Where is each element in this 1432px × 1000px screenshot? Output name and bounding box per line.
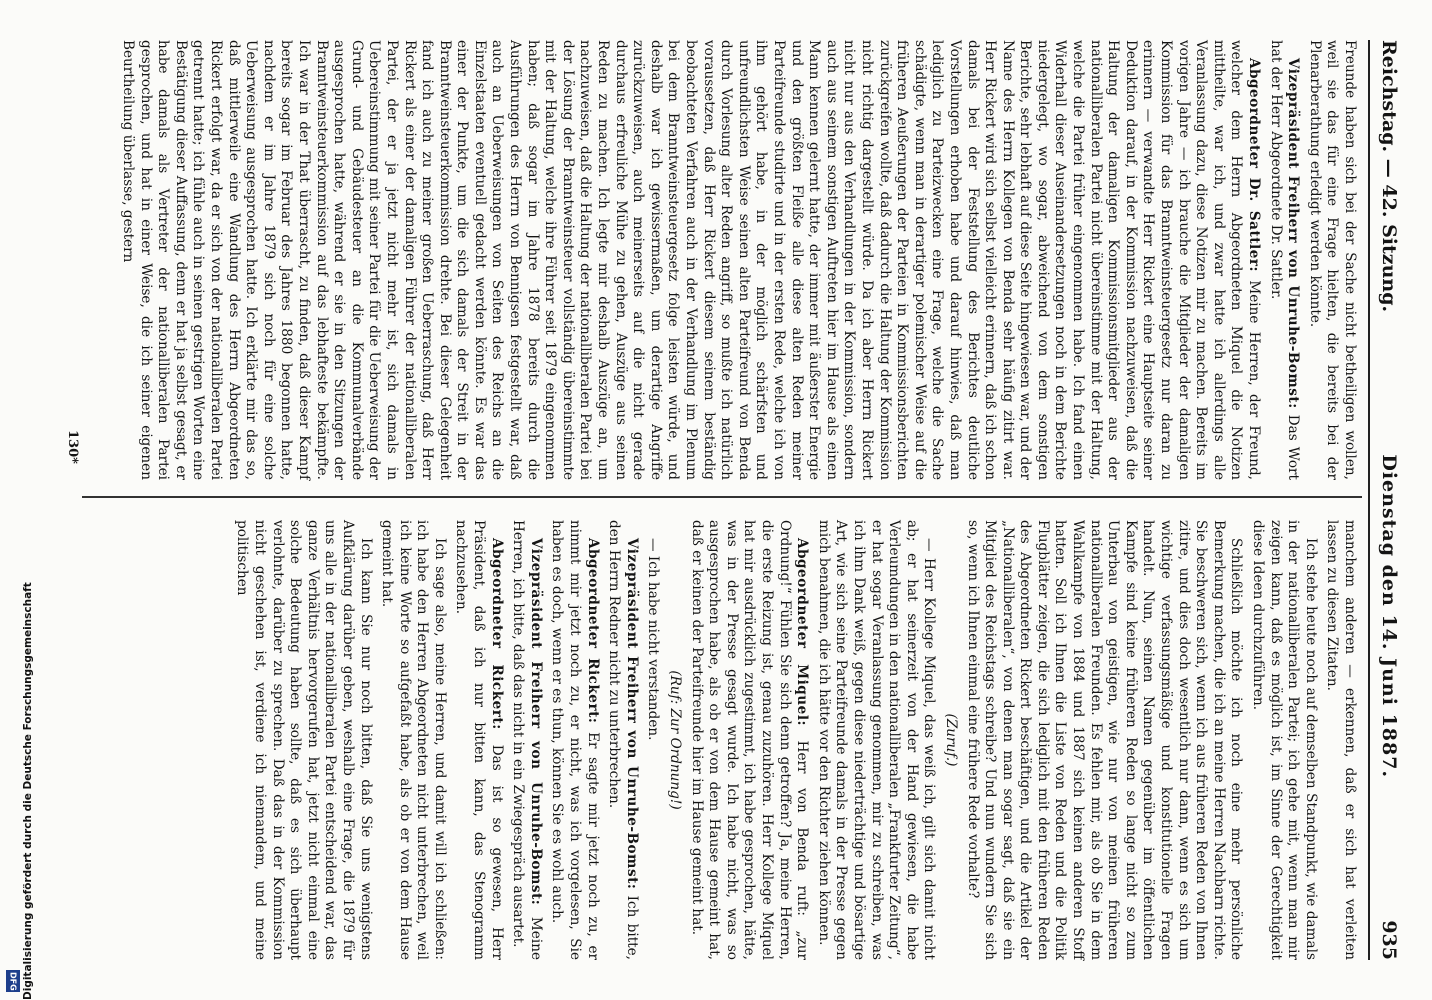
speech-text: Herr von Benda ruft: „zur Ordnung!“ Fühlen Sie sich denn getroffen? Ja, meine Herren, die erste Reizung ist, genau zuzuhören. Herr Kollege Miquel hat mir ausdrücklich zugestimmt, ich habe gesprochen, hätte, was in der Presse gesagt wurde. Ich habe nicht, was so ausgesprochen habe, als ob er von dem Hause gemeint hat, daß er keinen der Parteifreunde hier im Hause gemeint hat. [688, 520, 811, 960]
paragraph [605, 520, 640, 960]
paragraph: Schließlich möchte ich noch eine mehr persönliche Bemerkung machen, die ich an meine Herren Nachbarn richte. Sie beschweren sich, wenn ich aus früheren Reden von Ihnen zitire, und dies doch wesentlich nur dann, wenn es sich um wichtige verfassungsmäßige und konstitutionelle Fragen handelt. Nun, seinen Namen gegenüber im öffentlichen Kampfe sind keine früheren Reden so lange nicht so zum Unterbau von geistigen, wie nur von meinen früheren nationalliberalen Freunden. Es fehlen mir, als ob Sie in dem Wahlkampfe von 1884 und 1887 sich keinen anderen Stoff hatten. Soll ich Ihnen die Liste von Reden und die Politik Flugblätter zeigen, die sich lediglich mit den früheren Reden des Abgeordneten Rickert beschäftigen, und die Artikel der „Nationalliberalen“, von denen man sogar sagt, daß sie ein Mitglied des Reichstags schreibe? Und nun wundern Sie sich so, wenn ich Ihnen einmal eine frühere Rede vorhalte? [964, 520, 1245, 960]
speech-text: Das Wort hat der Herr Abgeordnete Dr. Sattler. [1267, 40, 1302, 480]
speaker-name: Abgeordneter Miquel: [794, 538, 811, 727]
speech-text: Meine Herren, der Freund, welcher dem Herrn Abgeordneten Miquel die Notizen mittheilte, war ich, und zwar hatte ich allerdings alle Veranlassung dazu, diese Notizen mir zu machen. Bereits im vorigen Jahre — ich brauche die Mitglieder der damaligen Kommission für das Branntweinsteuergesetz nur daran zu erinnern — verwandte Herr Rickert eine Hauptseite seiner Deduktion darauf, in der Kommission nachzuweisen, daß die Haltung der damaligen Kommissionsmitglieder aus der nationalliberalen Partei nicht übereinstimme mit der Haltung, welche die Partei früher eingenommen habe. Ich fand einen Widerhall dieser Auseinandersetzungen noch in dem Berichte niedergelegt, wo sogar, abweichend von dem sonstigen Berichte, sehr lebhaft auf diese Seite hingewiesen war, und der Name des Herrn Kollegen von Benda sehr häufig zitirt war. Herr Rickert wird sich selbst vielleicht erinnern, daß ich schon damals bei der Feststellung des Berichtes deutliche Vorstellungen erhoben habe und darauf hinwies, daß man lediglich zu Parteizwecken eine Frage, welche die Sache schädigte, wenn man in derartiger polemischer Weise auf die früheren Aeußerungen der Parteien in Kommissionsberichten zurückgreifen wollte, daß dadurch die Haltung der Kommission nicht richtig dargestellt würde. Da ich aber Herrn Rickert nicht nur aus den Verhandlungen in der Kommission, sondern auch aus seinem sonstigen Auftreten hier im Hause als einen Mann kennen gelernt hatte, der immer mit äußerster Energie und den größten Fleiße alle diese alten Reden meiner Parteifreunde studirte und in der ersten Rede, welche ich von ihm gehört habe, in der möglich schärfsten und unfreundlichsten Weise seinen alten Parteifreund von Benda durch Vorlesung alter Reden angriff, so mußte ich natürlich voraussetzen, daß Herr Rickert diesem seinem beständig beobachteten Verfahren auch in der Verhandlung im Plenum bei dem Branntweinsteuergesetz folge leisten würde, und deshalb war ich gewissermaßen, um derartige Angriffe zurückzuweisen, auch meinerseits auf die nicht gerade durchaus erfreuliche Mühe zu gehen, Auszüge aus seinen Reden zu machen. Ich legte mir deshalb Auszüge an, um nachzuweisen, daß die Haltung der nationalliberalen Partei bei der Lösung der Branntweinsteuer vollständig übereinstimmte mit der Haltung, welche ihre Führer seit 1879 eingenommen haben; daß sogar im Jahre 1878 bereits durch die Ausführungen des Herrn von Bennigsen festgestellt war, daß auch an Ueberweisungen von Seiten des Reichs an die Einzelstaaten eventuell gedacht werden könnte. Es war das einer der Punkte, um die sich damals der Streit in der Branntweinsteuerkommission drehte. Bei dieser Gelegenheit fand ich auch zu meiner großen Ueberraschung, daß Herr Rickert als einer der damaligen Führer der nationalliberalen Partei, der er ja jetzt nicht mehr ist, sich damals in Uebereinstimmung mit seiner Partei für die Ueberweisung der Grund- und Gebäudesteuer an die Kommunalverbände ausgesprochen hatte, während er sie in den Sitzungen der Branntweinsteuerkommission auf das lebhafteste bekämpfte. Ich war in der That überrascht, zu finden, daß dieser Kampf bereits sogar im Februar des Jahres 1880 begonnen hatte, nachdem er im Jahre 1879 sich noch für eine solche Ueberweisung ausgesprochen hatte. Ich erklärte mir das so, daß mittlerweile eine Wandlung des Herrn Abgeordneten Rickert erfolgt war, da er sich von der nationalliberalen Partei getrennt hatte; ich fühle auch in seinen gestrigen Worten eine Bestätigung dieser Auffassung, denn er hat ja selbst gesagt, er habe damals als Vertreter der nationalliberalen Partei gesprochen, und hat in einer Weise, die ich seiner eigenen Beurtheilung überlasse, gestern [120, 40, 1263, 481]
speech-text: Ich bitte, den Herrn Redner nicht zu unterbrechen. [606, 520, 640, 960]
column-right [114, 40, 1358, 480]
speaker-name: Vizepräsident Freiherr von Unruhe-Bomst: [1285, 58, 1302, 409]
header-rule [1368, 40, 1370, 960]
paragraph: — Herr Kollege Miquel, das weiß ich, gilt sich damit nicht ab; er hat seinerzeit von der Hand gewiesen, die habe Verleumdungen in den nationalliberalen „Frankfurter Zeitung“, er hat sogar Veranlassung genommen, mir zu schreiben, was ich ihm Dank weiß, gegen diese niederträchtige und bösartige Art, wie sich seine Parteifreunde damals in der Presse gegen mich benahmen, die ich hätte vor den Richter ziehen können. [815, 520, 938, 960]
speaker-name: Vizepräsident Freiherr von Unruhe-Bomst: [623, 538, 640, 890]
speech-text: Er sagte mir jetzt noch zu, er nimmt mir jetzt noch zu, er nicht, was ich vorgelesen, Sie haben es doch, wenn er es thun, können Sie es wohl auch. [549, 520, 601, 960]
speaker-name: Abgeordneter Dr. Sattler: [1246, 58, 1263, 273]
header-date: Dienstag den 14. Juni 1887. [1378, 454, 1400, 779]
paragraph: manchem anderen — erkennen, daß er sich hat verleiten lassen zu diesen Zitaten. [1324, 520, 1358, 960]
page-number: 935 [1378, 920, 1400, 960]
column-divider [82, 496, 1362, 498]
paragraph: Freunde haben sich bei der Sache nicht betheiligen wollen, weil sie das für eine Frage hielten, die bereits bei der Plenarberathung erledigt werden könnte. [1306, 40, 1358, 480]
paragraph [509, 520, 544, 960]
paragraph: (Zuruf.) [942, 713, 959, 767]
paragraph [452, 520, 505, 960]
dfg-logo: DFG [6, 970, 20, 992]
header-left: Reichstag. — 42. Sitzung. [1378, 40, 1400, 313]
signature-mark: 130* [65, 430, 80, 464]
paragraph: (Ruf: Zur Ordnung!) [667, 670, 684, 810]
page-header [1374, 40, 1404, 960]
paragraph [1266, 40, 1301, 480]
speech-text: Das ist so gewesen, Herr Präsident, daß ich nur bitten kann, das Stenogramm nachzusehen. [453, 520, 505, 961]
speaker-name: Vizepräsident Freiherr von Unruhe-Bomst: [527, 538, 544, 906]
paragraph [118, 40, 1262, 480]
paragraph: — Ich habe nicht verstanden. [645, 538, 662, 741]
footer-text: Digitalisierung gefördert durch die Deutsche Forschungsgemeinschaft [22, 582, 34, 1000]
footer-strip [8, 560, 34, 1000]
paragraph: Ich stehe heute noch auf demselben Standpunkt, wie damals in der nationalliberalen Partei; ich gehe mit, wenn man mir zeigen kann, daß es möglich ist, im Sinne der Gerechtigkeit diese Ideen durchzuführen. [1250, 520, 1319, 960]
paragraph: Ich sage also, meine Herren, und damit will ich schließen: ich habe den Herren Abgeordneten nicht unterbrechen, weil ich keine Worte so aufgefaßt habe, als ob er von dem Hause gemeint hat. [379, 520, 448, 960]
speaker-name: Abgeordneter Rickert: [584, 538, 601, 724]
paragraph [687, 520, 810, 960]
paragraph [548, 520, 601, 960]
paragraph: Ich kann Sie nur noch bitten, daß Sie uns wenigstens Aufklärung darüber geben, weshalb eine Frage, die 1879 für uns alle in der nationalliberalen Partei entscheidend war, das ganze Verhältnis hervorgerufen hat, jetzt nicht einmal eine solche Bedeutung haben sollte, daß es sich überhaupt verlohnte, darüber zu sprechen. Daß das in der Kommission nicht geschehen ist, verdiene ich niemandem, und meine politischen [234, 520, 374, 960]
speaker-name: Abgeordneter Rickert: [488, 538, 505, 730]
column-left [229, 520, 1358, 960]
speech-text: Meine Herren, ich bitte, daß das nicht in ein Zwiegespräch ausartet. [510, 520, 544, 961]
